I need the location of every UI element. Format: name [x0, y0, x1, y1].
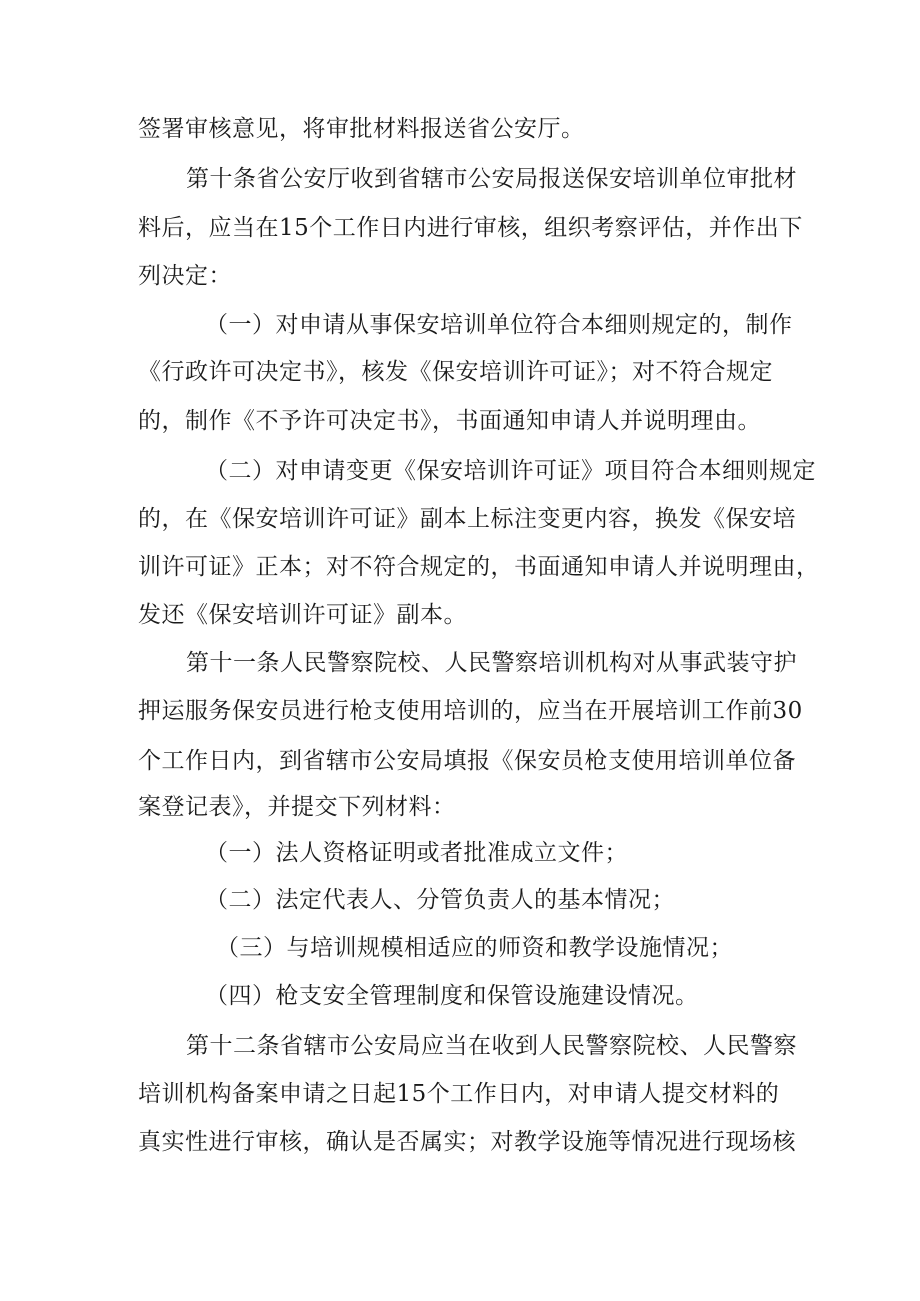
text-line: （二）法定代表人、分管负责人的基本情况； — [205, 887, 675, 913]
text-line: 训许可证》正本；对不符合规定的，书面通知申请人并说明理由， — [138, 554, 820, 580]
text-line: 《行政许可决定书》，核发《保安培训许可证》；对不符合规定 — [138, 359, 773, 385]
text-line: 的，在《保安培训许可证》副本上标注变更内容，换发《保安培 — [138, 506, 796, 532]
text-line: 真实性进行审核，确认是否属实；对教学设施等情况进行现场核 — [138, 1129, 796, 1155]
text-line: （一）对申请从事保安培训单位符合本细则规定的，制作 — [205, 312, 793, 338]
text-line: 料后，应当在15个工作日内进行审核，组织考察评估，并作出下 — [138, 215, 803, 241]
text-line: 第十条省公安厅收到省辖市公安局报送保安培训单位审批材 — [186, 166, 797, 192]
text-line: 第十二条省辖市公安局应当在收到人民警察院校、人民警察 — [186, 1033, 797, 1059]
text-line: 押运服务保安员进行枪支使用培训的，应当在开展培训工作前30 — [138, 698, 803, 724]
text-line: 签署审核意见，将审批材料报送省公安厅。 — [138, 116, 585, 142]
text-line: 个工作日内，到省辖市公安局填报《保安员枪支使用培训单位备 — [138, 748, 796, 774]
text-line: （二）对申请变更《保安培训许可证》项目符合本细则规定 — [205, 458, 816, 484]
text-line: （四）枪支安全管理制度和保管设施建设情况。 — [205, 983, 699, 1009]
text-line: 第十一条人民警察院校、人民警察培训机构对从事武装守护 — [186, 650, 797, 676]
text-line: （一）法人资格证明或者批准成立文件； — [205, 840, 628, 866]
text-line: 培训机构备案申请之日起15个工作日内，对申请人提交材料的 — [138, 1081, 780, 1107]
text-line: （三）与培训规模相适应的师资和教学设施情况； — [216, 935, 733, 961]
text-line: 案登记表》，并提交下列材料： — [138, 794, 456, 820]
text-line: 列决定： — [138, 263, 232, 289]
text-line: 发还《保安培训许可证》副本。 — [138, 602, 467, 628]
text-line: 的，制作《不予许可决定书》，书面通知申请人并说明理由。 — [138, 408, 761, 434]
